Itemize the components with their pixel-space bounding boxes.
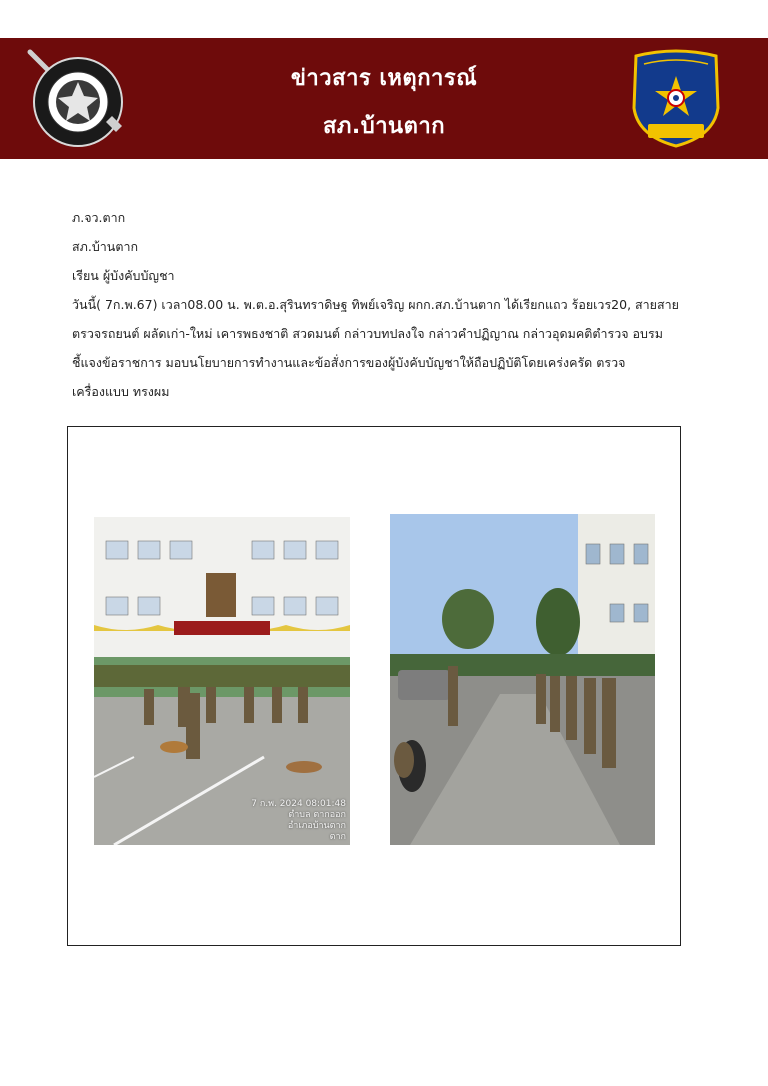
header-title-line1: ข่าวสาร เหตุการณ์ <box>290 66 478 91</box>
photo-officers-lineup <box>390 514 655 845</box>
photo-timestamp <box>251 799 346 843</box>
body-line: สภ.บ้านตาก <box>72 239 139 254</box>
page-header <box>0 38 768 159</box>
body-line: ตรวจรถยนต์ ผลัดเก่า-ใหม่ เคารพธงชาติ สวดมนต์ กล่าวบทปลงใจ กล่าวคำปฏิญาณ กล่าวอุดมคติตำรวจ อบรม <box>72 326 663 341</box>
body-line: เรียน ผู้บังคับบัญชา <box>72 268 175 283</box>
stamp-line: 7 ก.พ. 2024 08:01:48 <box>251 799 346 809</box>
body-line: วันนี้( 7ก.พ.67) เวลา08.00 น. พ.ต.อ.สุรินทราดิษฐ ทิพย์เจริญ ผกก.สภ.บ้านตาก ได้เรียกแถว ร้อยเวร20, สายสาย <box>72 297 679 312</box>
stamp-line: ตาก <box>329 832 346 842</box>
body-line: ภ.จว.ตาก <box>72 210 126 225</box>
police-station-badge <box>626 48 726 150</box>
header-title-line2: สภ.บ้านตาก <box>322 114 446 139</box>
photo-station-roll-call <box>94 517 350 845</box>
photo-frame <box>67 426 681 946</box>
announcement-body <box>72 203 702 406</box>
stamp-line: อำเภอบ้านตาก <box>287 821 346 831</box>
stamp-line: ตำบล ตากออก <box>288 810 346 820</box>
body-line: ชี้แจงข้อราชการ มอบนโยบายการทำงานและข้อสั่งการของผู้บังคับบัญชาให้ถือปฏิบัติโดยเคร่งครัด ตรวจ <box>72 355 626 370</box>
body-line: เครื่องแบบ ทรงผม <box>72 384 170 399</box>
